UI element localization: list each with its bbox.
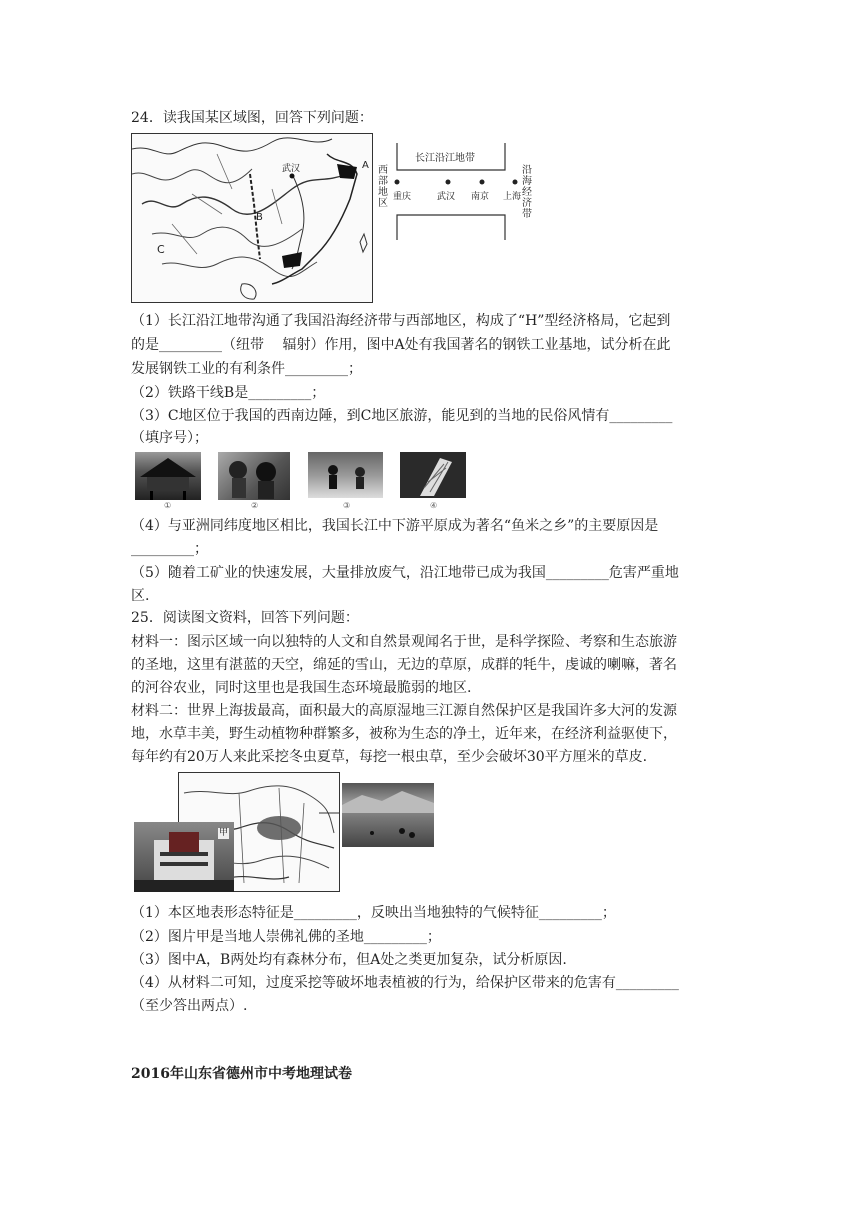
- q24-line-4: （2）铁路干线B是_________；: [131, 385, 326, 401]
- photo-1-stilt-house: [135, 452, 201, 500]
- photo-caption-1: ①: [164, 501, 172, 510]
- q24-line-8: _________；: [131, 541, 208, 557]
- q25-question-1: （1）本区地表形态特征是_________，反映出当地独特的气候特征_________；: [131, 905, 616, 921]
- city-chongqing: 重庆: [393, 192, 412, 202]
- q24-line-7: （4）与亚洲同纬度地区相比，我国长江中下游平原成为著名“鱼米之乡”的主要原因是: [131, 518, 659, 534]
- city-nanjing: 南京: [471, 192, 490, 202]
- q25-question-5: （至少答出两点）.: [131, 998, 248, 1014]
- photo-caption-2: ②: [251, 501, 259, 510]
- q24-line-2: 的是_________（纽带 辐射）作用，图中A处有我国著名的钢铁工业基地，试分析在此: [131, 337, 671, 353]
- west-label: 西部地区: [378, 165, 388, 209]
- q25-material-2: 的圣地，这里有湛蓝的天空，绵延的雪山，无边的草原，成群的牦牛，虔诚的喇嘛，著名: [131, 657, 677, 673]
- q25-material-1: 材料一：图示区域一向以独特的人文和自然景观闻名于世，是科学探险、考察和生态旅游: [131, 634, 677, 650]
- map-label-b: B: [256, 212, 263, 223]
- q25-question-4: （4）从材料二可知，过度采挖等破坏地表植被的行为，给保护区带来的危害有_________: [131, 975, 679, 991]
- q25-material-4: 材料二：世界上海拔最高，面积最大的高原湿地三江源自然保护区是我国许多大河的发源: [131, 703, 677, 719]
- q25-title: 25．阅读图文资料，回答下列问题：: [131, 610, 359, 626]
- photo-caption-4: ④: [430, 501, 438, 510]
- east-label: 沿海经济带: [522, 165, 532, 220]
- city-wuhan: 武汉: [437, 192, 456, 202]
- q25-material-5: 地，水草丰美，野生动植物种群繁多，被称为生态的净土，近年来，在经济利益驱使下，: [131, 726, 677, 742]
- q25-potala-photo-jia: [134, 822, 234, 892]
- q24-title: 24．读我国某区域图，回答下列问题：: [131, 110, 373, 126]
- q24-line-6: （填序号）；: [131, 430, 208, 446]
- q25-question-3: （3）图中A，B两处均有森林分布，但A处之类更加复杂，试分析原因.: [131, 952, 567, 968]
- q25-material-6: 每年约有20万人来此采挖冬虫夏草，每挖一根虫草，至少会破坏30平方厘米的草皮.: [131, 749, 648, 765]
- q24-line-3: 发展钢铁工业的有利条件_________；: [131, 361, 362, 377]
- map-label-wuhan: 武汉: [282, 164, 301, 174]
- q24-region-map: [131, 133, 373, 303]
- region-map-drawing: [132, 134, 372, 302]
- q24-line-10: 区.: [131, 588, 150, 604]
- photo-2-dancers: [218, 452, 290, 500]
- q24-line-1: （1）长江沿江地带沟通了我国沿海经济带与西部地区，构成了“H”型经济格局，它起到: [131, 313, 671, 329]
- exam-paper-title: 2016年山东省德州市中考地理试卷: [131, 1066, 352, 1082]
- q25-question-2: （2）图片甲是当地人崇佛礼佛的圣地_________；: [131, 929, 441, 945]
- photo-3-skiers: [308, 452, 383, 498]
- city-shanghai: 上海: [503, 192, 522, 202]
- map-label-a: A: [362, 160, 369, 171]
- photo-4-structure: [400, 452, 466, 498]
- photo-caption-3: ③: [343, 501, 351, 510]
- photo-label-jia: 甲: [219, 828, 229, 838]
- q25-grassland-photo: [342, 783, 434, 847]
- band-label: 长江沿江地带: [415, 153, 475, 164]
- h-pattern-diagram: [375, 135, 535, 245]
- q25-material-3: 的河谷农业，同时这里也是我国生态环境最脆弱的地区.: [131, 680, 472, 696]
- q24-line-9: （5）随着工矿业的快速发展，大量排放废气，沿江地带已成为我国_________危害严重地: [131, 565, 679, 581]
- map-label-c: C: [157, 243, 165, 256]
- q24-line-5: （3）C地区位于我国的西南边陲，到C地区旅游，能见到的当地的民俗风情有_________: [131, 408, 673, 424]
